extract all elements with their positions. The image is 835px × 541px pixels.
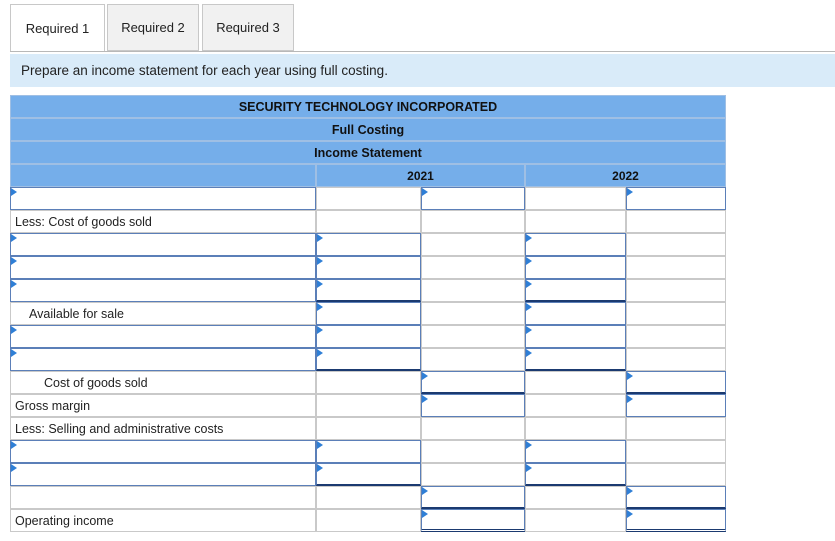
row-label: Less: Selling and administrative costs <box>15 421 224 436</box>
amount-cell <box>316 256 421 279</box>
amount-cell <box>626 233 726 256</box>
dropdown-flag-icon <box>11 257 17 265</box>
dropdown-flag-icon <box>526 326 532 334</box>
amount-cell <box>421 325 525 348</box>
tab-required-1[interactable]: Required 1 <box>10 4 105 52</box>
amount-cell <box>421 394 525 417</box>
row-label-input[interactable] <box>10 233 316 256</box>
amount-cell <box>421 187 525 210</box>
amount-cell <box>421 463 525 486</box>
amount-2021-input[interactable] <box>421 486 525 509</box>
amount-2021-input[interactable] <box>316 233 421 256</box>
amount-2021-input[interactable] <box>421 187 525 210</box>
amount-cell <box>316 463 421 486</box>
row-label-input[interactable] <box>10 187 316 210</box>
dropdown-flag-icon <box>627 487 633 495</box>
amount-cell <box>626 279 726 302</box>
amount-2021-input[interactable] <box>316 325 421 348</box>
dropdown-flag-icon <box>422 510 428 518</box>
dropdown-flag-icon <box>627 372 633 380</box>
amount-2022-input[interactable] <box>525 463 626 486</box>
dropdown-flag-icon <box>11 188 17 196</box>
costing-method: Full Costing <box>10 118 726 141</box>
dropdown-flag-icon <box>317 303 323 311</box>
company-name: SECURITY TECHNOLOGY INCORPORATED <box>10 95 726 118</box>
row-label: Gross margin <box>15 398 91 413</box>
dropdown-flag-icon <box>526 303 532 311</box>
amount-cell <box>525 187 626 210</box>
amount-cell <box>421 348 525 371</box>
row-label-cell <box>10 417 316 440</box>
amount-cell <box>316 279 421 302</box>
row-label: Less: Cost of goods sold <box>15 214 152 229</box>
amount-cell <box>626 348 726 371</box>
row-label-cell <box>10 394 316 417</box>
amount-cell <box>316 348 421 371</box>
amount-cell <box>421 509 525 532</box>
amount-2021-input[interactable] <box>316 279 421 302</box>
dropdown-flag-icon <box>526 234 532 242</box>
row-label-input[interactable] <box>10 256 316 279</box>
row-label-cell <box>10 486 316 509</box>
dropdown-flag-icon <box>317 280 323 288</box>
amount-cell <box>421 210 525 233</box>
amount-cell <box>316 509 421 532</box>
amount-cell <box>316 486 421 509</box>
dropdown-flag-icon <box>627 395 633 403</box>
dropdown-flag-icon <box>11 464 17 472</box>
row-label-cell <box>10 509 316 532</box>
amount-cell <box>525 394 626 417</box>
amount-cell <box>421 417 525 440</box>
amount-cell <box>626 463 726 486</box>
dropdown-flag-icon <box>526 257 532 265</box>
amount-2022-input[interactable] <box>626 187 726 210</box>
dropdown-flag-icon <box>317 234 323 242</box>
dropdown-flag-icon <box>317 441 323 449</box>
amount-2021-input[interactable] <box>421 371 525 394</box>
dropdown-flag-icon <box>11 349 17 357</box>
amount-cell <box>316 371 421 394</box>
dropdown-flag-icon <box>317 464 323 472</box>
row-label: Cost of goods sold <box>44 375 148 390</box>
row-label-input[interactable] <box>10 463 316 486</box>
row-label-cell <box>10 463 316 486</box>
row-label-cell <box>10 279 316 302</box>
amount-2022-input[interactable] <box>626 486 726 509</box>
dropdown-flag-icon <box>317 257 323 265</box>
amount-2021-input[interactable] <box>421 394 525 417</box>
amount-cell <box>626 302 726 325</box>
row-label-cell <box>10 233 316 256</box>
dropdown-flag-icon <box>422 372 428 380</box>
dropdown-flag-icon <box>526 280 532 288</box>
amount-cell <box>626 440 726 463</box>
amount-cell <box>525 279 626 302</box>
label-column-header <box>10 164 316 187</box>
amount-cell <box>316 325 421 348</box>
row-label-cell <box>10 371 316 394</box>
statement-title: Income Statement <box>10 141 726 164</box>
amount-2022-input[interactable] <box>525 233 626 256</box>
dropdown-flag-icon <box>317 349 323 357</box>
dropdown-flag-icon <box>627 188 633 196</box>
amount-cell <box>626 509 726 532</box>
dropdown-flag-icon <box>526 441 532 449</box>
row-label-cell <box>10 325 316 348</box>
amount-cell <box>626 394 726 417</box>
amount-cell <box>525 302 626 325</box>
instruction-text: Prepare an income statement for each year using full costing. <box>10 54 835 87</box>
amount-2021-input[interactable] <box>316 463 421 486</box>
row-label-cell <box>10 187 316 210</box>
amount-cell <box>525 256 626 279</box>
tab-required-2[interactable]: Required 2 <box>107 4 199 51</box>
row-label-cell <box>10 210 316 233</box>
amount-cell <box>316 417 421 440</box>
amount-cell <box>316 440 421 463</box>
dropdown-flag-icon <box>422 188 428 196</box>
amount-cell <box>626 325 726 348</box>
dropdown-flag-icon <box>526 464 532 472</box>
row-label-input[interactable] <box>10 440 316 463</box>
amount-2022-input[interactable] <box>525 256 626 279</box>
amount-cell <box>421 233 525 256</box>
amount-cell <box>525 210 626 233</box>
dropdown-flag-icon <box>11 234 17 242</box>
amount-cell <box>525 509 626 532</box>
row-label-input[interactable] <box>10 348 316 371</box>
amount-2022-input[interactable] <box>525 348 626 371</box>
year-header-2022: 2022 <box>525 164 726 187</box>
amount-2022-input[interactable] <box>626 371 726 394</box>
row-label-input[interactable] <box>10 279 316 302</box>
tab-required-3[interactable]: Required 3 <box>202 4 294 51</box>
amount-2021-input[interactable] <box>316 256 421 279</box>
row-label: Available for sale <box>29 306 124 321</box>
amount-2022-input[interactable] <box>525 279 626 302</box>
amount-cell <box>525 440 626 463</box>
amount-cell <box>421 256 525 279</box>
amount-cell <box>626 210 726 233</box>
amount-cell <box>421 302 525 325</box>
amount-cell <box>316 302 421 325</box>
amount-2021-input[interactable] <box>316 440 421 463</box>
amount-2022-input[interactable] <box>525 325 626 348</box>
amount-cell <box>525 233 626 256</box>
amount-cell <box>626 371 726 394</box>
amount-cell <box>525 486 626 509</box>
year-header-2021: 2021 <box>316 164 525 187</box>
row-label-cell <box>10 302 316 325</box>
amount-cell <box>626 187 726 210</box>
amount-cell <box>421 371 525 394</box>
dropdown-flag-icon <box>526 349 532 357</box>
amount-cell <box>525 325 626 348</box>
dropdown-flag-icon <box>422 487 428 495</box>
dropdown-flag-icon <box>11 280 17 288</box>
amount-cell <box>525 463 626 486</box>
dropdown-flag-icon <box>11 441 17 449</box>
amount-2022-input[interactable] <box>626 509 726 532</box>
amount-2022-input[interactable] <box>626 394 726 417</box>
amount-cell <box>626 417 726 440</box>
amount-cell <box>316 210 421 233</box>
dropdown-flag-icon <box>11 326 17 334</box>
row-label: Operating income <box>15 513 114 528</box>
amount-2022-input[interactable] <box>525 302 626 325</box>
amount-2022-input[interactable] <box>525 440 626 463</box>
amount-2021-input[interactable] <box>316 302 421 325</box>
row-label-cell <box>10 256 316 279</box>
amount-cell <box>421 279 525 302</box>
dropdown-flag-icon <box>317 326 323 334</box>
amount-cell <box>626 256 726 279</box>
amount-cell <box>525 417 626 440</box>
amount-cell <box>316 394 421 417</box>
tab-divider <box>10 51 835 52</box>
amount-2021-input[interactable] <box>421 509 525 532</box>
amount-cell <box>421 440 525 463</box>
row-label-input[interactable] <box>10 325 316 348</box>
amount-cell <box>421 486 525 509</box>
dropdown-flag-icon <box>627 510 633 518</box>
dropdown-flag-icon <box>422 395 428 403</box>
amount-2021-input[interactable] <box>316 348 421 371</box>
amount-cell <box>525 348 626 371</box>
amount-cell <box>316 187 421 210</box>
amount-cell <box>316 233 421 256</box>
amount-cell <box>626 486 726 509</box>
row-label-cell <box>10 348 316 371</box>
row-label-cell <box>10 440 316 463</box>
amount-cell <box>525 371 626 394</box>
